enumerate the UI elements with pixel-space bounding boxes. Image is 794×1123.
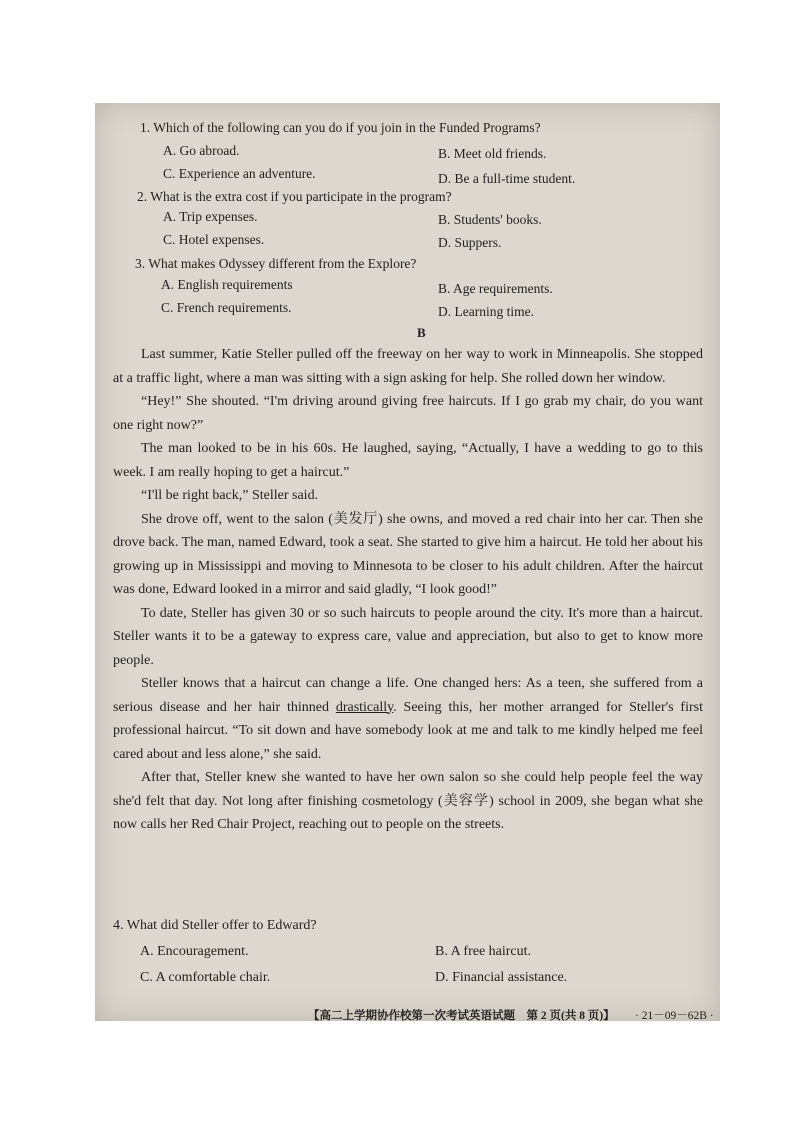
question-2-option-a: A. Trip expenses. <box>163 209 258 224</box>
question-4-option-d: D. Financial assistance. <box>435 970 568 985</box>
question-1-option-c: C. Experience an adventure. <box>163 166 316 181</box>
section-heading: B <box>417 325 426 340</box>
question-1-title: 1. Which of the following can you do if you join in the Funded Programs? <box>140 120 541 135</box>
paragraph-7-text-start: Steller knows that a haircut can change a life. One changed hers: As a teen, she suffered from a serious disease and her hair thinned <box>113 676 703 715</box>
question-4-option-c: C. A comfortable chair. <box>140 970 271 985</box>
question-2-option-d: D. Suppers. <box>438 235 502 250</box>
question-3-option-b: B. Age requirements. <box>438 281 553 296</box>
passage-paragraph-5: She drove off, went to the salon (美发厅) she owns, and moved a red chair into her car. Then she drove back. The man, named Edward, took a seat. She started to give him a haircut. He told her about his growing up in Mississippi and moving to Minnesota to be closer to his adult children. After the haircut was done, Edward looked in a mirror and said gladly, “I look good!” <box>113 511 703 597</box>
passage <box>113 343 703 837</box>
passage-paragraph-7 <box>113 672 703 766</box>
passage-paragraph-8: After that, Steller knew she wanted to have her own salon so she could help people feel the way she'd felt that day. Not long after finishing cosmetology (美容学) school in 2009, she began what she now calls her Red Chair Project, reaching out to people on the streets. <box>113 770 703 832</box>
question-1-option-b: B. Meet old friends. <box>438 146 547 161</box>
question-1-option-a: A. Go abroad. <box>163 143 240 158</box>
question-2-title: 2. What is the extra cost if you participate in the program? <box>137 189 452 204</box>
question-4-title: 4. What did Steller offer to Edward? <box>113 918 317 933</box>
passage-paragraph-6: To date, Steller has given 30 or so such haircuts to people around the city. It's more than a haircut. Steller wants it to be a gateway to express care, value and appreciation, but also to get to know more people. <box>113 605 703 668</box>
passage-paragraph-1: Last summer, Katie Steller pulled off the freeway on her way to work in Minneapolis. She stopped at a traffic light, where a man was sitting with a sign asking for help. She rolled down her window. <box>113 347 703 386</box>
question-3-option-d: D. Learning time. <box>438 304 534 319</box>
passage-paragraph-3: The man looked to be in his 60s. He laughed, saying, “Actually, I have a wedding to go to this week. I am really hoping to get a haircut.” <box>113 441 703 480</box>
passage-paragraph-4: “I'll be right back,” Steller said. <box>141 488 319 503</box>
question-4-option-a: A. Encouragement. <box>140 944 249 959</box>
paragraph-7-text-end: . Seeing this, her mother arranged for Steller's first professional haircut. “To sit down and have somebody look at me and talk to me kindly helped me feel cared about and less alone,” she said. <box>113 699 703 762</box>
question-4-option-b: B. A free haircut. <box>435 944 532 959</box>
question-3-option-a: A. English requirements <box>161 277 293 292</box>
question-1-option-d: D. Be a full-time student. <box>438 171 576 186</box>
passage-paragraph-2: “Hey!” She shouted. “I'm driving around giving free haircuts. If I go grab my chair, do you want one right now?” <box>113 394 703 433</box>
exam-page <box>95 103 720 1021</box>
question-3-title: 3. What makes Odyssey different from the Explore? <box>135 256 417 271</box>
question-2-option-b: B. Students' books. <box>438 212 542 227</box>
underlined-word: drastically <box>335 699 394 715</box>
question-2-option-c: C. Hotel expenses. <box>163 232 265 247</box>
exam-code: · 21－09－62B · <box>635 1010 714 1021</box>
page-footer: 【高二上学期协作校第一次考试英语试题 第 2 页(共 8 页)】 <box>308 1010 615 1021</box>
question-3-option-c: C. French requirements. <box>161 300 292 315</box>
